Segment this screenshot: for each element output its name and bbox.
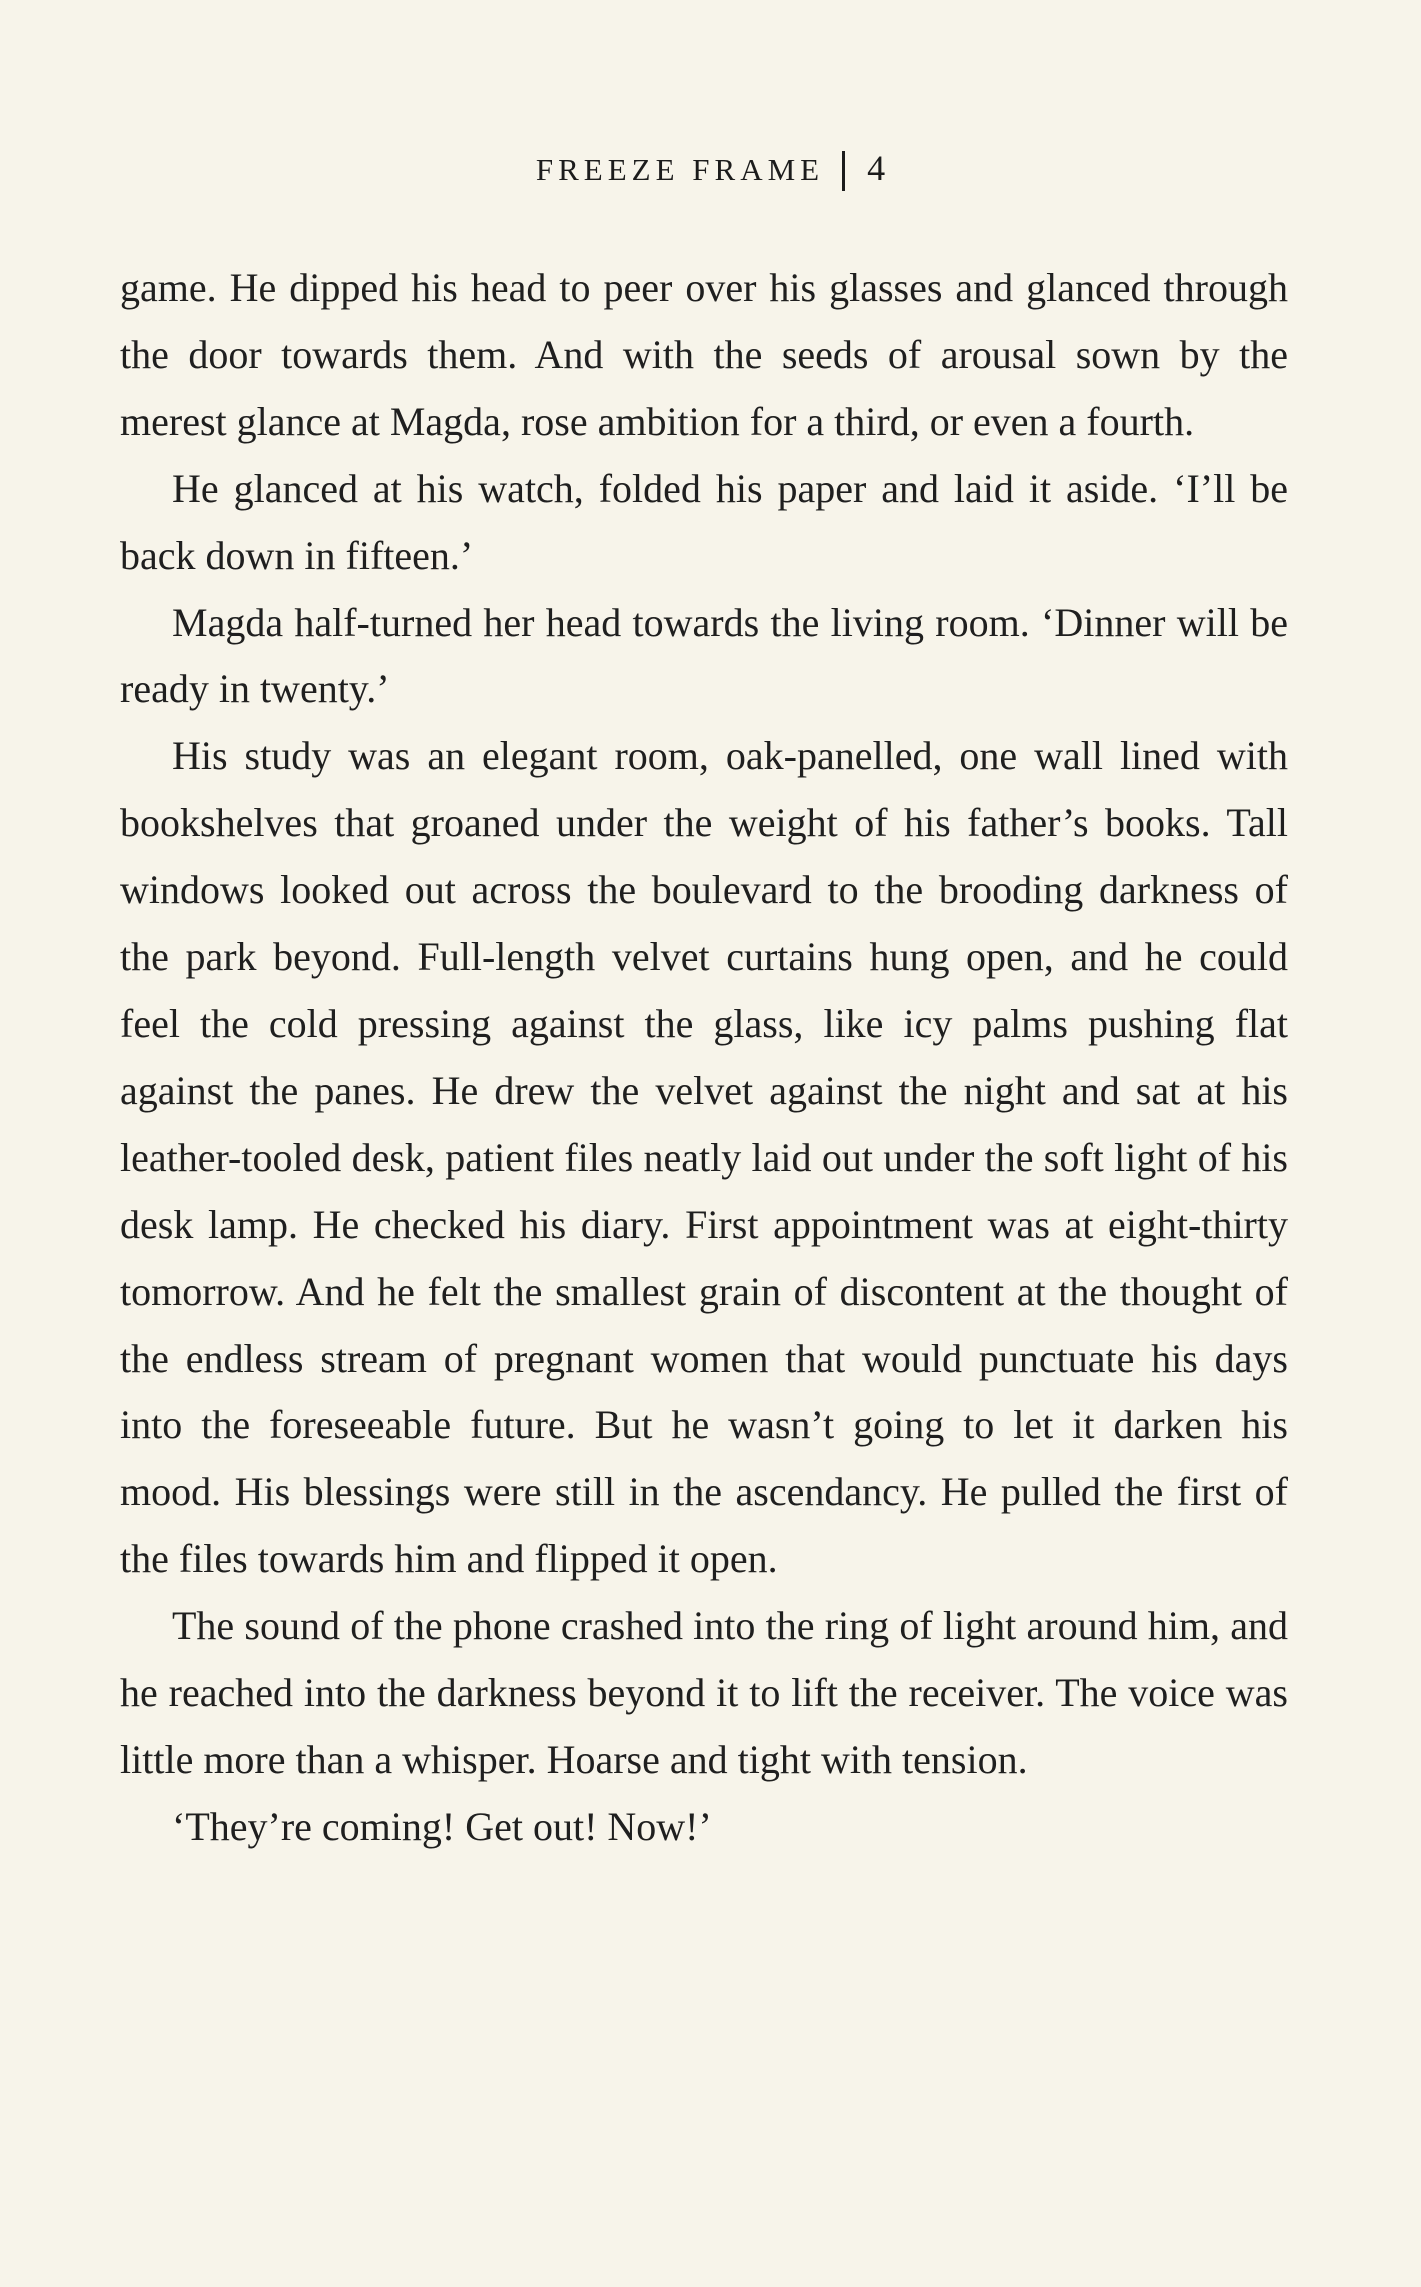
- paragraph: His study was an elegant room, oak-panelled, one wall lined with bookshelves that groaned under the weight of his father’s books. Tall windows looked out across the boulevard to the brooding darkness of the park beyond. Full-length velvet curtains hung open, and he could feel the cold pressing against the glass, like icy palms pushing flat against the panes. He drew the velvet against the night and sat at his leather-tooled desk, patient files neatly laid out under the soft light of his desk lamp. He checked his diary. First appointment was at eight-thirty tomorrow. And he felt the smallest grain of discontent at the thought of the endless stream of pregnant women that would punctuate his days into the foreseeable future. But he wasn’t going to let it darken his mood. His blessings were still in the ascendancy. He pulled the first of the files towards him and flipped it open.: [120, 733, 1288, 1582]
- running-head: [0, 146, 1421, 193]
- paragraph: The sound of the phone crashed into the ring of light around him, and he reached into the darkness beyond it to lift the receiver. The voice was little more than a whisper. Hoarse and tight with tension.: [120, 1603, 1288, 1782]
- header-separator: [842, 151, 845, 191]
- paragraph: ‘They’re coming! Get out! Now!’: [172, 1803, 712, 1849]
- page-number: 4: [867, 148, 886, 188]
- book-title: FREEZE FRAME: [535, 152, 825, 187]
- paragraph: game. He dipped his head to peer over his glasses and glanced through the door towards them. And with the seeds of arousal sown by the merest glance at Magda, rose ambition for a third, or even a fourth.: [120, 265, 1288, 444]
- paragraph: Magda half-turned her head towards the living room. ‘Dinner will be ready in twenty.’: [120, 599, 1288, 712]
- paragraph: He glanced at his watch, folded his paper and laid it aside. ‘I’ll be back down in fifteen.’: [120, 465, 1288, 578]
- body-text: [120, 255, 1288, 1861]
